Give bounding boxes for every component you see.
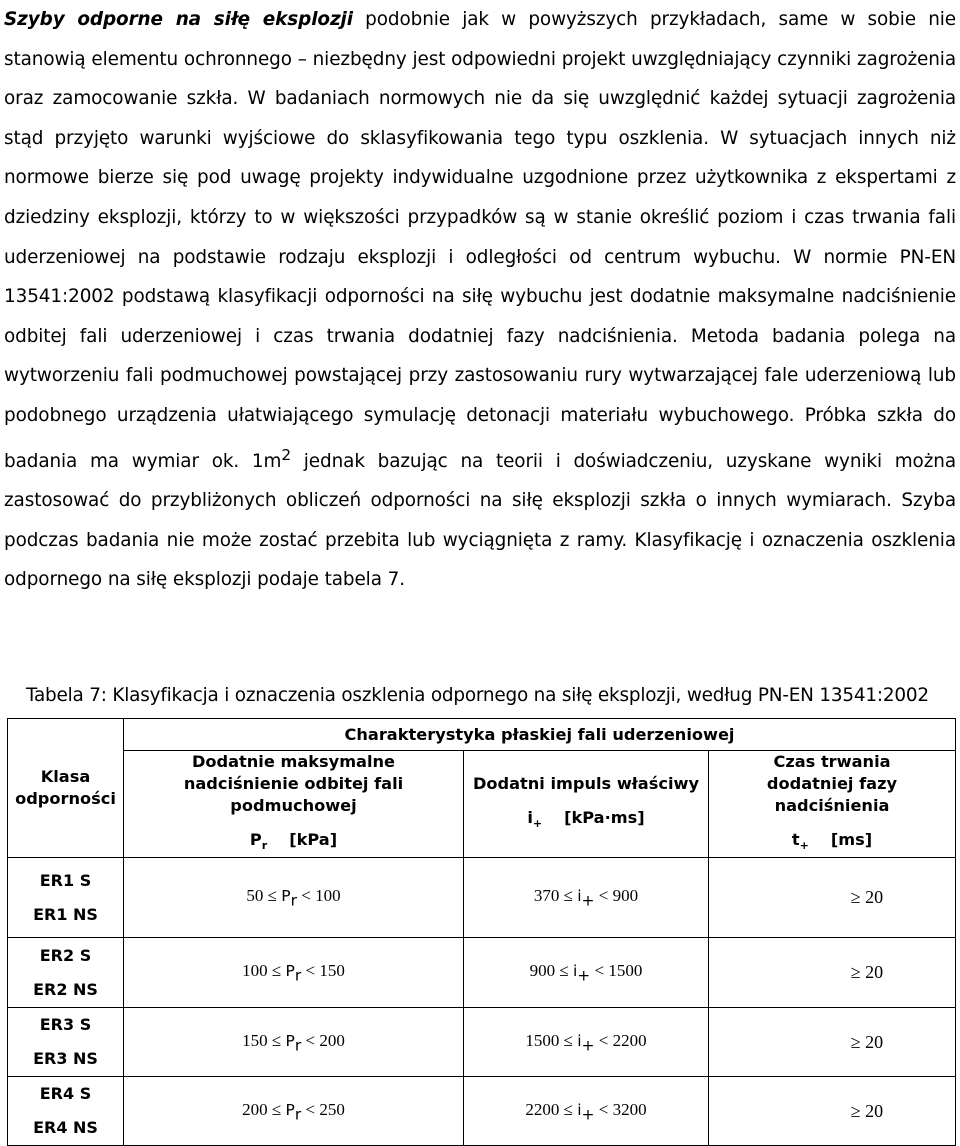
impulse-range: $900 \le i_+ < 1500$ — [464, 938, 709, 1008]
duration-value: ≥ 20 — [709, 858, 956, 938]
class-cell: ER2 S ER2 NS — [8, 938, 124, 1008]
impulse-range: $1500 \le i_+ < 2200$ — [464, 1008, 709, 1077]
header-impulse-label: Dodatni impuls właściwy — [472, 774, 700, 793]
impulse-range: $370 \le i_+ < 900$ — [464, 858, 709, 938]
table-row — [8, 1077, 956, 1146]
table-caption: Tabela 7: Klasyfikacja i oznaczenia oszklenia odpornego na siłę eksplozji, według PN-EN 13541:2002 — [26, 685, 929, 706]
pressure-range: $200 \le P_r < 250$ — [124, 1077, 464, 1146]
header-duration-symbol: $t_+$ [ms] — [791, 830, 873, 853]
table-row — [8, 938, 956, 1008]
header-impulse — [464, 751, 709, 858]
area-superscript: 2 — [281, 445, 292, 464]
class-cell: ER3 S ER3 NS — [8, 1008, 124, 1077]
header-duration — [709, 751, 956, 858]
class-cell: ER1 S ER1 NS — [8, 858, 124, 938]
pressure-range: $50 \le P_r < 100$ — [124, 858, 464, 938]
header-class-label: Klasa odporności — [15, 767, 116, 809]
pressure-range: $150 \le P_r < 200$ — [124, 1008, 464, 1077]
header-duration-label: Czas trwania dodatniej fazy nadciśnienia — [766, 752, 898, 815]
header-class — [8, 719, 124, 858]
duration-value: ≥ 20 — [709, 1008, 956, 1077]
pressure-range: $100 \le P_r < 150$ — [124, 938, 464, 1008]
duration-value: ≥ 20 — [709, 1077, 956, 1146]
table-row — [8, 1008, 956, 1077]
header-pressure — [124, 751, 464, 858]
header-pressure-symbol: $P_r$ [kPa] — [249, 830, 338, 853]
header-pressure-label: Dodatnie maksymalne nadciśnienie odbitej fali podmuchowej — [183, 752, 404, 815]
header-impulse-symbol: $i_+$ [kPa·ms] — [527, 808, 645, 831]
duration-value: ≥ 20 — [709, 938, 956, 1008]
paragraph-text-1: podobnie jak w powyższych przykładach, same w sobie nie stanowią elementu ochronnego – niezbędny jest odpowiedni projekt uwzględniający czynniki zagrożenia oraz zamocowanie szkła. W badaniach normowych nie da się uwzględnić każdej sytuacji zagrożenia stąd przyjęto warunki wyjściowe do sklasyfikowania tego typu oszklenia. W sytuacjach innych niż normowe bierze się pod uwagę projekty indywidualne uzgodnione przez użytkownika z ekspertami z dziedziny eksplozji, którzy to w większości przypadków są w stanie określić poziom i czas trwania fali uderzeniowej na podstawie rodzaju eksplozji i odległości od centrum wybuchu. W normie PN-EN 13541:2002 podstawą klasyfikacji odporności na siłę wybuchu jest dodatnie maksymalne nadciśnienie odbitej fali uderzeniowej i czas trwania dodatniej fazy nadciśnienia. Metoda badania polega na wytworzeniu fali podmuchowej powstającej przy zastosowaniu rury wytwarzającej fale uderzeniową lub podobnego urządzenia ułatwiającego symulację detonacji materiału wybuchowego. Próbka szkła do badania ma wymiar ok. 1m — [4, 9, 956, 472]
paragraph-lead: Szyby odporne na siłę eksplozji — [4, 9, 353, 30]
header-group: Charakterystyka płaskiej fali uderzeniowej — [124, 719, 956, 751]
body-paragraph — [4, 0, 956, 600]
classification-table — [7, 718, 956, 1146]
table-row — [8, 858, 956, 938]
paragraph-text-2: jednak bazując na teorii i doświadczeniu, uzyskane wyniki można zastosować do przybliżonych obliczeń odporności na siłę eksplozji szkła o innych wymiarach. Szyba podczas badania nie może zostać przebita lub wyciągnięta z ramy. Klasyfikację i oznaczenia oszklenia odpornego na siłę eksplozji podaje tabela 7. — [4, 450, 956, 591]
impulse-range: $2200 \le i_+ < 3200$ — [464, 1077, 709, 1146]
class-cell: ER4 S ER4 NS — [8, 1077, 124, 1146]
